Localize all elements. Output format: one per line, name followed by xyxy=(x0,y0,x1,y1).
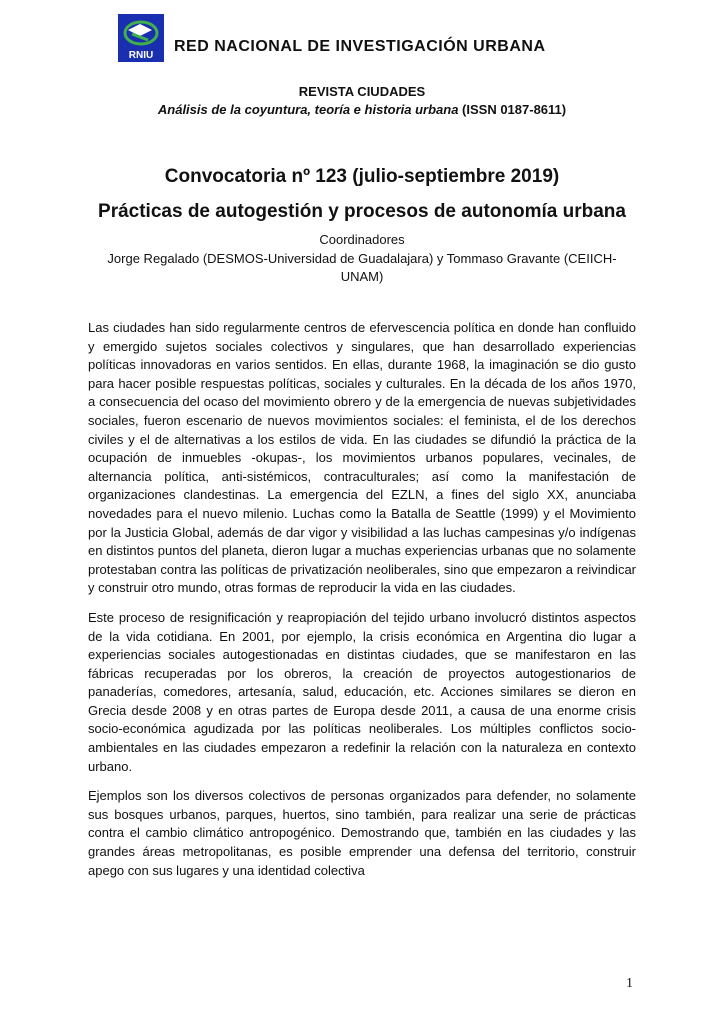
journal-title: REVISTA CIUDADES xyxy=(298,84,426,99)
paragraph: Este proceso de resignificación y reapropiación del tejido urbano involucró distintos aspectos de la vida cotidiana. En 2001, por ejemplo, la crisis económica en Argentina dio lugar a experiencias sociales autogestionadas en distintas ciudades, que se manifestaron en las fábricas recuperadas por los obreros, la creación de proyectos autogestionarios de panaderías, comedores, artesanía, salud, educación, etc. Acciones similares se dieron en Grecia desde 2008 y en otras partes de Europa desde 2011, a causa de una enorme crisis socio-económica agudizada por las políticas neoliberales. Los múltiples conflictos socio-ambientales en las ciudades empezaron a redefinir la relación con la naturaleza en contexto urbano. xyxy=(88,609,636,774)
paragraph: Ejemplos son los diversos colectivos de personas organizados para defender, no solamente sus bosques urbanos, parques, huertos, sino también, para realizar una serie de prácticas contra el cambio climático antropogénico. Demostrando que, también en las ciudades y las grandes áreas metropolitanas, es posible emprender una defensa del territorio, construir apego con sus lugares y una identidad colectiva xyxy=(88,788,636,878)
journal-issn: (ISSN 0187-8611) xyxy=(458,102,567,117)
logo-text: RNIU xyxy=(128,50,154,61)
coordinators-label: Coordinadores xyxy=(319,232,405,247)
call-subtitle: Prácticas de autogestión y procesos de autonomía urbana xyxy=(98,201,626,222)
coordinators-names: Jorge Regalado (DESMOS-Universidad de Guadalajara) y Tommaso Gravante (CEIICH-UNAM) xyxy=(107,251,617,284)
rniu-logo xyxy=(118,14,164,62)
organization-name: RED NACIONAL DE INVESTIGACIÓN URBANA xyxy=(174,38,546,55)
page-number: 1 xyxy=(626,976,633,991)
call-title: Convocatoria nº 123 (julio-septiembre 2019) xyxy=(164,166,560,187)
journal-subtitle xyxy=(0,102,724,117)
body-text xyxy=(88,319,636,891)
paragraph: Las ciudades han sido regularmente centros de efervescencia política en donde han confluido y emergido sujetos sociales colectivos y singulares, que han desarrollado experiencias políticas innovadoras en varios sentidos. En ellas, durante 1968, la imaginación se dio gusto para hacer posible respuestas políticas, sociales y culturales. En la década de los años 1970, a consecuencia del ocaso del movimiento obrero y de la emergencia de nuevas subjetividades sociales, fueron escenario de nuevos movimientos sociales: el feminista, el de los derechos civiles y el de alternativas a los estilos de vida. En las ciudades se difundió la práctica de la ocupación de inmuebles -okupas-, los movimientos urbanos populares, vecinales, de alternancia política, anti-sistémicos, contraculturales; así como la manifestación de organizaciones clandestinas. La emergencia del EZLN, a fines del siglo XX, anunciaba novedades para el nuevo milenio. Luchas como la Batalla de Seattle (1999) y el Movimiento por la Justicia Global, además de dar vigor y visibilidad a las luchas campesinas y/o indígenas en distintos puntos del planeta, dieron lugar a muchas experiencias urbanas que no solamente protestaban contra las políticas de privatización neoliberales, sino que empezaron a reivindicar y construir otro mundo, otras formas de reproducir la vida en las ciudades. xyxy=(88,320,636,596)
journal-subtitle-italic: Análisis de la coyuntura, teoría e historia urbana xyxy=(157,102,459,117)
